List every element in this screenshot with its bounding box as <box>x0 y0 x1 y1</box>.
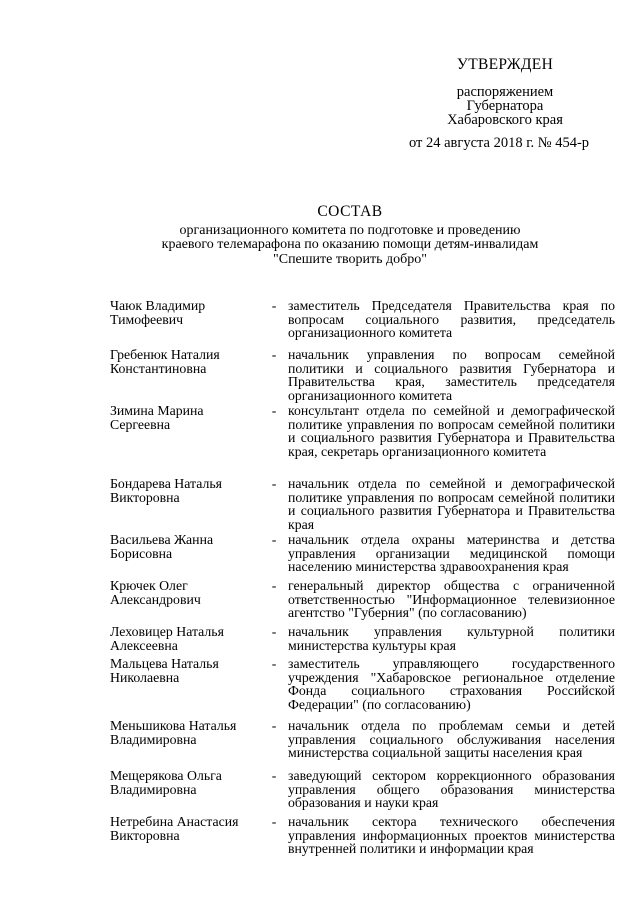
dash-separator: - <box>271 532 277 547</box>
dash-separator: - <box>271 814 277 829</box>
member-name: Мальцева Наталья Николаевна <box>110 656 219 685</box>
member-name: Чаюк Владимир Тимофеевич <box>110 298 206 327</box>
member-name: Мещерякова Ольга Владимировна <box>110 768 222 797</box>
member-name: Крючек Олег Александрович <box>110 578 201 607</box>
member-row <box>110 625 615 657</box>
member-row <box>110 657 615 719</box>
dash-separator: - <box>271 347 277 362</box>
member-row <box>110 299 615 348</box>
approval-line: Губернатора <box>466 98 544 114</box>
dash-separator: - <box>271 656 277 671</box>
heading-line: организационного комитета по подготовке и проведению <box>179 222 521 238</box>
member-name: Нетребина Анастасия Викторовна <box>110 814 239 843</box>
member-row <box>110 815 615 861</box>
member-role: консультант отдела по семейной и демографической политике управления по вопросам семейной политики и социального развития Губернатора и Правительства края, секретарь организационного комитета <box>288 403 615 460</box>
dash-separator: - <box>271 718 277 733</box>
member-role: заместитель управляющего государственного учреждения "Хабаровское региональное отделение Фонда социального страхования Российской Федерации" (по согласованию) <box>288 656 615 713</box>
member-name: Леховицер Наталья Алексеевна <box>110 624 224 653</box>
member-row <box>110 533 615 579</box>
member-name: Бондарева Наталья Викторовна <box>110 476 222 505</box>
member-role: начальник отдела по проблемам семьи и детей управления социального обслуживания населения министерства социальной защиты населения края <box>288 718 615 761</box>
approval-line: распоряжением <box>456 84 554 100</box>
approval-block <box>400 58 610 150</box>
member-role: начальник управления по вопросам семейной политики и социального развития Губернатора и Правительства края, заместитель председателя организационного комитета <box>288 347 615 404</box>
member-row <box>110 769 615 815</box>
member-name: Гребенюк Наталия Константиновна <box>110 347 220 376</box>
member-row <box>110 477 615 533</box>
document-title: СОСТАВ <box>317 203 383 220</box>
member-row <box>110 404 615 477</box>
dash-separator: - <box>271 624 277 639</box>
committee-member-list <box>110 299 615 861</box>
member-role: начальник отдела по семейной и демографической политике управления по вопросам семейной политики и социального развития Губернатора и Правительства края <box>288 476 615 533</box>
document-heading <box>140 205 560 267</box>
approval-title: УТВЕРЖДЕН <box>456 56 554 73</box>
member-role: заместитель Председателя Правительства края по вопросам социального развития, председатель организационного комитета <box>288 298 615 341</box>
dash-separator: - <box>271 578 277 593</box>
member-name: Зимина Марина Сергеевна <box>110 403 204 432</box>
member-role: начальник сектора технического обеспечения управления информационных проектов министерства внутренней политики и информации края <box>288 814 615 857</box>
member-name: Меньшикова Наталья Владимировна <box>110 718 237 747</box>
member-role: заведующий сектором коррекционного образования управления общего образования министерства образования и науки края <box>288 768 615 811</box>
dash-separator: - <box>271 768 277 783</box>
approval-line: Хабаровского края <box>447 112 563 128</box>
member-row <box>110 719 615 769</box>
approval-date: от 24 августа 2018 г. № 454-р <box>408 135 590 151</box>
dash-separator: - <box>271 476 277 491</box>
member-row <box>110 348 615 404</box>
member-role: начальник управления культурной политики министерства культуры края <box>288 624 615 653</box>
member-row <box>110 579 615 625</box>
member-role: начальник отдела охраны материнства и детства управления организации медицинской помощи населению министерства здравоохранения края <box>288 532 615 575</box>
heading-line: краевого телемарафона по оказанию помощи детям-инвалидам <box>161 237 539 252</box>
dash-separator: - <box>271 403 277 418</box>
dash-separator: - <box>271 298 277 313</box>
member-role: генеральный директор общества с ограниченной ответственностью "Информационное телевизионное агентство "Губерния" (по согласованию) <box>288 578 615 621</box>
member-name: Васильева Жанна Борисовна <box>110 532 214 561</box>
heading-line: "Спешите творить добро" <box>273 251 427 267</box>
